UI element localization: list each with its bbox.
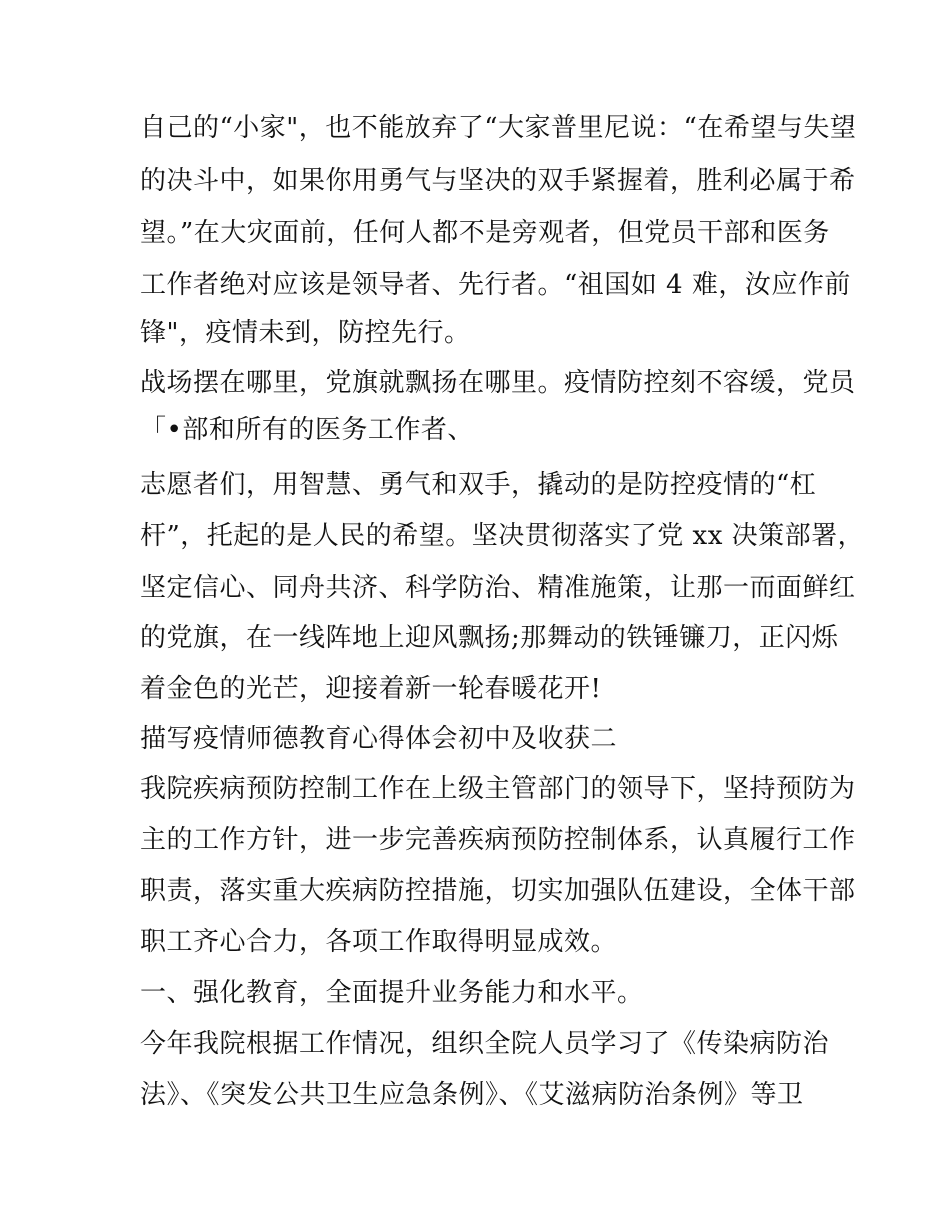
text-line: 「•部和所有的医务工作者、 xyxy=(140,415,474,445)
text-line: 职责，落实重大疾病防控措施，切实加强队伍建设，全体干部 xyxy=(140,876,856,906)
text-line: 我院疾病预防控制工作在上级主管部门的领导下，坚持预防为 xyxy=(140,774,856,804)
text-line: 职工齐心合力，各项工作取得明显成效。 xyxy=(140,927,618,957)
text-line: 的党旗，在一线阵地上迎风飘扬;那舞动的铁锤镰刀，正闪烁 xyxy=(140,623,839,653)
text-line: 的决斗中，如果你用勇气与坚决的双手紧握着，胜利必属于希 xyxy=(140,166,856,196)
text-line: 坚定信心、同舟共济、科学防治、精准施策，让那一而面鲜红 xyxy=(140,573,856,603)
text-line: 杆”，托起的是人民的希望。坚决贯彻落实了党 xx 决策部署， xyxy=(140,521,865,551)
text-line: 自己的“小家"，也不能放弃了“大家普里尼说：“在希望与失望 xyxy=(140,113,857,143)
text-line: 战场摆在哪里，党旗就飘扬在哪里。疫情防控刻不容缓，党员 xyxy=(140,368,856,398)
text-line: 志愿者们，用智慧、勇气和双手，撬动的是防控疫情的“杠 xyxy=(140,470,817,500)
subsection-heading: 一、强化教育，全面提升业务能力和水平。 xyxy=(140,978,644,1008)
text-line: 锋"，疫情未到，防控先行。 xyxy=(140,318,471,348)
section-heading: 描写疫情师德教育心得体会初中及收获二 xyxy=(140,724,618,754)
text-line: 工作者绝对应该是领导者、先行者。“祖国如 4 难，汝应作前 xyxy=(140,270,851,300)
text-line: 今年我院根据工作情况，组织全院人员学习了《传染病防治 xyxy=(140,1029,830,1059)
text-line: 主的工作方针，进一步完善疾病预防控制体系，认真履行工作 xyxy=(140,825,856,855)
text-line: 望。”在大灾面前，任何人都不是旁观者，但党员干部和医务 xyxy=(140,218,830,248)
text-line: 着金色的光芒，迎接着新一轮春暖花开! xyxy=(140,674,602,704)
text-line: 法》、《突发公共卫生应急条例》、《艾滋病防治条例》等卫 xyxy=(140,1080,804,1110)
